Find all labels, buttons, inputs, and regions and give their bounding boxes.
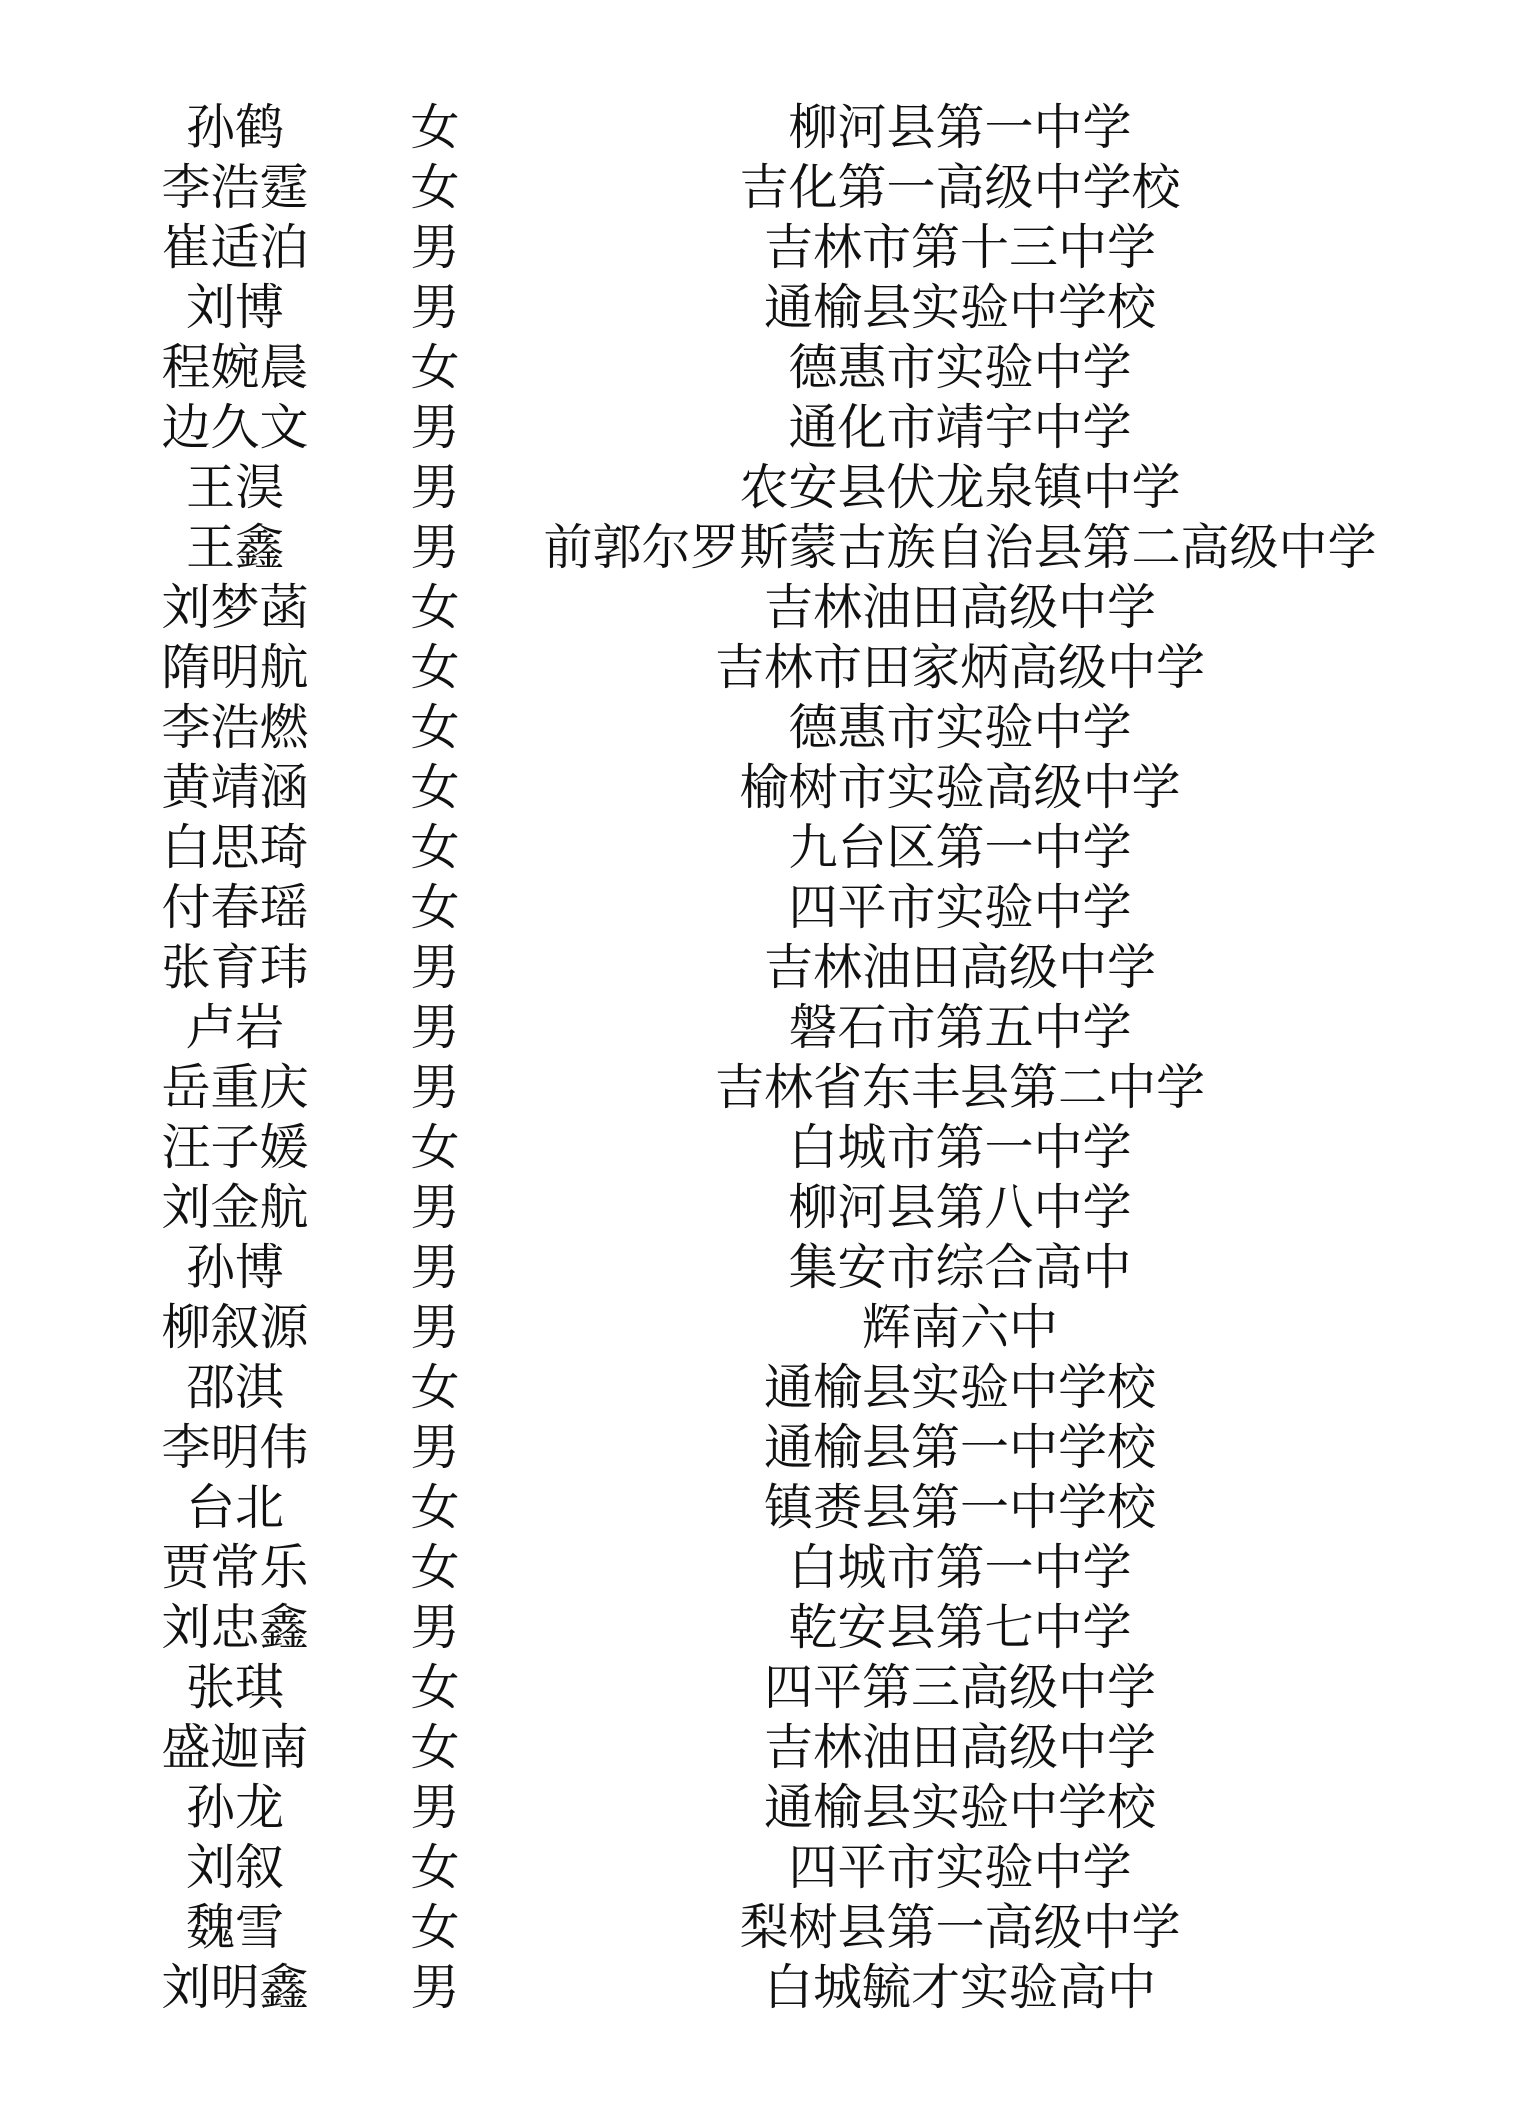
student-name: 刘梦菡: [161, 579, 309, 636]
table-row: [0, 1718, 1522, 1778]
student-name: 刘忠鑫: [161, 1599, 309, 1656]
table-row: [0, 1958, 1522, 2018]
student-gender: 男: [410, 519, 460, 576]
student-gender: 女: [410, 1539, 460, 1596]
student-name: 隋明航: [161, 639, 309, 696]
student-school: 集安市综合高中: [788, 1239, 1132, 1296]
student-name: 李浩燃: [161, 699, 309, 756]
student-school: 吉化第一高级中学校: [739, 159, 1181, 216]
student-name: 王淏: [185, 459, 284, 516]
student-school: 前郭尔罗斯蒙古族自治县第二高级中学: [543, 519, 1377, 576]
student-name: 刘叙: [185, 1839, 284, 1896]
table-row: [0, 98, 1522, 158]
student-gender: 男: [410, 399, 460, 456]
student-school: 柳河县第八中学: [788, 1179, 1132, 1236]
student-gender: 女: [410, 879, 460, 936]
student-name: 孙博: [185, 1239, 284, 1296]
student-name: 刘金航: [161, 1179, 309, 1236]
table-row: [0, 998, 1522, 1058]
table-row: [0, 1178, 1522, 1238]
student-name: 李明伟: [161, 1419, 309, 1476]
student-school: 吉林市第十三中学: [763, 219, 1156, 276]
student-school: 德惠市实验中学: [788, 339, 1132, 396]
student-school: 榆树市实验高级中学: [739, 759, 1181, 816]
student-name: 付春瑶: [161, 879, 309, 936]
student-school: 吉林市田家炳高级中学: [714, 639, 1205, 696]
student-school: 白城市第一中学: [788, 1539, 1132, 1596]
student-name: 王鑫: [185, 519, 284, 576]
table-row: [0, 1478, 1522, 1538]
student-gender: 女: [410, 699, 460, 756]
student-name: 张育玮: [161, 939, 309, 996]
student-gender: 女: [410, 819, 460, 876]
student-gender: 男: [410, 939, 460, 996]
table-row: [0, 698, 1522, 758]
student-school: 德惠市实验中学: [788, 699, 1132, 756]
student-gender: 女: [410, 1119, 460, 1176]
student-school: 通化市靖宇中学: [788, 399, 1132, 456]
student-gender: 女: [410, 99, 460, 156]
table-row: [0, 1898, 1522, 1958]
student-school: 通榆县实验中学校: [763, 279, 1156, 336]
student-name: 孙鹤: [185, 99, 284, 156]
table-row: [0, 1238, 1522, 1298]
student-gender: 女: [410, 339, 460, 396]
student-gender: 女: [410, 1899, 460, 1956]
table-row: [0, 938, 1522, 998]
table-row: [0, 758, 1522, 818]
student-gender: 男: [410, 1959, 460, 2016]
student-gender: 男: [410, 459, 460, 516]
student-gender: 男: [410, 1419, 460, 1476]
table-row: [0, 218, 1522, 278]
student-name: 汪子媛: [161, 1119, 309, 1176]
student-gender: 女: [410, 1839, 460, 1896]
student-name: 柳叙源: [161, 1299, 309, 1356]
table-row: [0, 518, 1522, 578]
student-gender: 男: [410, 999, 460, 1056]
student-name: 刘明鑫: [161, 1959, 309, 2016]
table-row: [0, 1298, 1522, 1358]
student-gender: 女: [410, 1479, 460, 1536]
student-gender: 男: [410, 1059, 460, 1116]
student-gender: 男: [410, 219, 460, 276]
student-school: 柳河县第一中学: [788, 99, 1132, 156]
student-name: 崔适泊: [161, 219, 309, 276]
student-school: 通榆县第一中学校: [763, 1419, 1156, 1476]
student-gender: 女: [410, 1659, 460, 1716]
student-gender: 女: [410, 579, 460, 636]
student-gender: 女: [410, 1359, 460, 1416]
student-school: 通榆县实验中学校: [763, 1359, 1156, 1416]
table-row: [0, 158, 1522, 218]
student-gender: 女: [410, 639, 460, 696]
student-school: 镇赉县第一中学校: [763, 1479, 1156, 1536]
student-gender: 女: [410, 1719, 460, 1776]
student-school: 吉林油田高级中学: [763, 579, 1156, 636]
table-row: [0, 278, 1522, 338]
student-name: 卢岩: [185, 999, 284, 1056]
table-row: [0, 1538, 1522, 1598]
table-row: [0, 398, 1522, 458]
student-gender: 男: [410, 1779, 460, 1836]
student-name: 岳重庆: [161, 1059, 309, 1116]
student-name: 盛迦南: [161, 1719, 309, 1776]
roster-table: [0, 98, 1522, 2018]
student-school: 白城市第一中学: [788, 1119, 1132, 1176]
student-name: 台北: [185, 1479, 284, 1536]
student-school: 白城毓才实验高中: [763, 1959, 1156, 2016]
table-row: [0, 1118, 1522, 1178]
table-row: [0, 1838, 1522, 1898]
student-gender: 男: [410, 1239, 460, 1296]
table-row: [0, 638, 1522, 698]
student-gender: 女: [410, 159, 460, 216]
table-row: [0, 878, 1522, 938]
student-name: 贾常乐: [161, 1539, 309, 1596]
student-school: 磐石市第五中学: [788, 999, 1132, 1056]
student-gender: 男: [410, 279, 460, 336]
student-gender: 男: [410, 1599, 460, 1656]
table-row: [0, 1658, 1522, 1718]
student-name: 李浩霆: [161, 159, 309, 216]
student-name: 白思琦: [161, 819, 309, 876]
student-school: 九台区第一中学: [788, 819, 1132, 876]
student-school: 辉南六中: [861, 1299, 1058, 1356]
table-row: [0, 1598, 1522, 1658]
student-gender: 女: [410, 759, 460, 816]
student-name: 刘博: [185, 279, 284, 336]
student-name: 孙龙: [185, 1779, 284, 1836]
table-row: [0, 1778, 1522, 1838]
table-row: [0, 578, 1522, 638]
student-school: 通榆县实验中学校: [763, 1779, 1156, 1836]
student-name: 程婉晨: [161, 339, 309, 396]
student-school: 乾安县第七中学: [788, 1599, 1132, 1656]
table-row: [0, 818, 1522, 878]
table-row: [0, 338, 1522, 398]
student-name: 魏雪: [185, 1899, 284, 1956]
student-school: 四平第三高级中学: [763, 1659, 1156, 1716]
student-name: 张琪: [185, 1659, 284, 1716]
student-gender: 男: [410, 1179, 460, 1236]
student-name: 边久文: [161, 399, 309, 456]
student-school: 吉林油田高级中学: [763, 939, 1156, 996]
student-name: 邵淇: [185, 1359, 284, 1416]
table-row: [0, 1418, 1522, 1478]
student-school: 梨树县第一高级中学: [739, 1899, 1181, 1956]
student-name: 黄靖涵: [161, 759, 309, 816]
table-row: [0, 1358, 1522, 1418]
student-school: 吉林油田高级中学: [763, 1719, 1156, 1776]
student-school: 四平市实验中学: [788, 879, 1132, 936]
student-school: 吉林省东丰县第二中学: [714, 1059, 1205, 1116]
student-gender: 男: [410, 1299, 460, 1356]
student-school: 四平市实验中学: [788, 1839, 1132, 1896]
table-row: [0, 458, 1522, 518]
table-row: [0, 1058, 1522, 1118]
student-school: 农安县伏龙泉镇中学: [739, 459, 1181, 516]
